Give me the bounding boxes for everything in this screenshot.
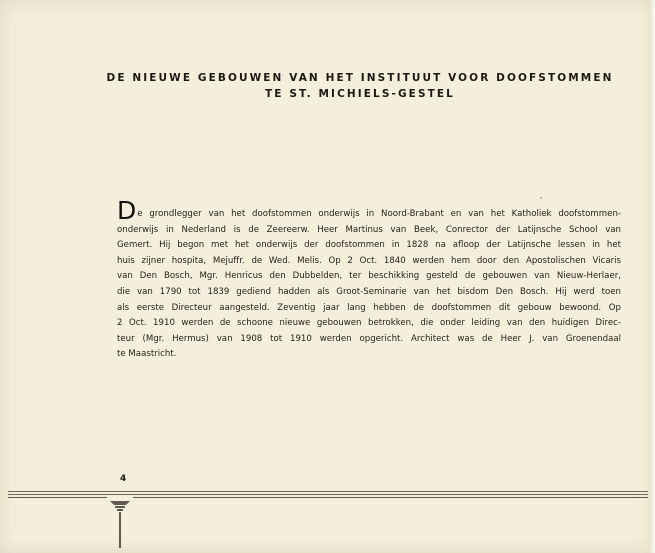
- heading-line-2: TE ST. MICHIELS-GESTEL: [265, 88, 455, 100]
- heading-line-1: DE NIEUWE GEBOUWEN VAN HET INSTITUUT VOOR DOOFSTOMMEN: [106, 72, 614, 84]
- footer-rule-top: [8, 491, 648, 492]
- footer-rule-bottom: [8, 497, 648, 498]
- body-line-2: onderwijs in Nederland is de Zeereerw. Heer Martinus van Beek, Conrector der Latijnsche School van: [117, 224, 621, 235]
- paper-speck: [540, 197, 542, 199]
- page-edge-shadow: [649, 0, 655, 553]
- body-line-9: teur (Mgr. Hermus) van 1908 tot 1910 werden opgericht. Architect was de Heer J. van Groenendaal: [117, 333, 621, 344]
- art-deco-pillar-ornament-icon: [107, 494, 133, 550]
- page-number: 4: [120, 474, 127, 484]
- footer-rule-middle: [8, 494, 648, 495]
- body-line-text: e grondlegger van het doofstommen onderwijs in Noord-Brabant en van het Katholiek doofstommen-: [137, 209, 621, 219]
- body-line-8: 2 Oct. 1910 werden de schoone nieuwe gebouwen betrokken, die onder leiding van den huidigen Direc-: [117, 318, 621, 329]
- body-line-1: [117, 196, 621, 225]
- body-line-10: te Maastricht.: [117, 349, 177, 360]
- body-line-6: die van 1790 tot 1839 gediend hadden als Groot-Seminarie van het bisdom Den Bosch. Hij werd toen: [117, 286, 621, 297]
- drop-cap: D: [117, 196, 137, 225]
- body-line-7: als eerste Directeur aangesteld. Zeventig jaar lang hebben de doofstommen dit gebouw bewoond. Op: [117, 302, 621, 313]
- body-line-5: van Den Bosch, Mgr. Henricus den Dubbelden, ter beschikking gesteld de gebouwen van Nieuw-Herlaer,: [117, 271, 621, 282]
- body-line-4: huis zijner hospita, Mejuffr. de Wed. Melis. Op 2 Oct. 1840 werden hem door den Apostolischen Vicaris: [117, 255, 621, 266]
- body-paragraph: [117, 196, 621, 363]
- body-line-3: Gemert. Hij begon met het onderwijs der doofstommen in 1828 na afloop der Latijnsche lessen in het: [117, 240, 621, 251]
